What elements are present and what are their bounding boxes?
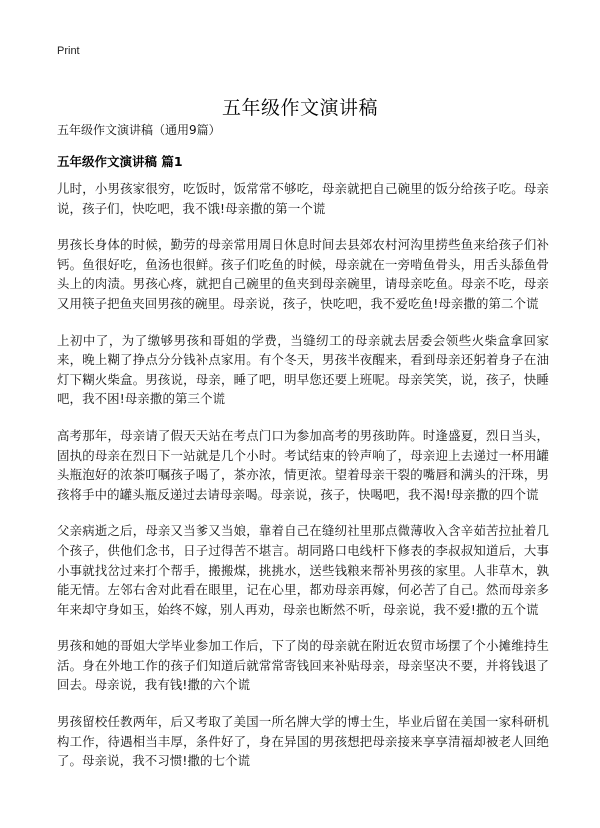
document-title: 五年级作文演讲稿 [221,96,378,119]
paragraph-4: 高考那年，母亲请了假天天站在考点门口为参加高考的男孩助阵。时逢盛夏，烈日当头，固执的母亲在烈日下一站就是几个小时。考试结束的铃声响了，母亲迎上去递过一杯用罐头瓶泡好的浓茶叮嘱孩子喝了，茶亦浓，情更浓。望着母亲干裂的嘴唇和满头的汗珠，男孩将手中的罐头瓶反递过去请母亲喝。母亲说，孩子，快喝吧，我不渴!母亲撒的四个谎 [57,427,549,502]
paragraph-1: 儿时，小男孩家很穷，吃饭时，饭常常不够吃，母亲就把自己碗里的饭分给孩子吃。母亲说，孩子们，快吃吧，我不饿!母亲撒的第一个谎 [57,181,549,216]
paragraph-5: 父亲病逝之后，母亲又当爹又当娘，靠着自己在缝纫社里那点微薄收入含辛茹苦拉扯着几个孩子，供他们念书，日子过得苦不堪言。胡同路口电线杆下修表的李叔叔知道后，大事小事就找岔过来打个帮手，搬搬煤，挑挑水，送些钱粮来帮补男孩的家里。人非草木，孰能无情。左邻右舍对此看在眼里，记在心里，都劝母亲再嫁，何必苦了自己。然而母亲多年来却守身如玉，始终不嫁，别人再劝，母亲也断然不听，母亲说，我不爱!撒的五个谎 [57,523,549,617]
paragraph-6: 男孩和她的哥姐大学毕业参加工作后，下了岗的母亲就在附近农贸市场摆了个小摊维持生活。身在外地工作的孩子们知道后就常常寄钱回来补贴母亲，母亲坚决不要，并将钱退了回去。母亲说，我有钱!撒的六个谎 [57,638,549,693]
paragraph-3: 上初中了，为了缴够男孩和哥姐的学费，当缝纫工的母亲就去居委会领些火柴盒拿回家来，晚上糊了挣点分分钱补点家用。有个冬天，男孩半夜醒来，看到母亲还躬着身子在油灯下糊火柴盒。男孩说，母亲，睡了吧，明早您还要上班呢。母亲笑笑，说，孩子，快睡吧，我不困!母亲撒的第三个谎 [57,332,549,407]
paragraph-7: 男孩留校任教两年，后又考取了美国一所名牌大学的博士生，毕业后留在美国一家科研机构工作，待遇相当丰厚，条件好了，身在异国的男孩想把母亲接来享享清福却被老人回绝了。母亲说，我不习惯!撒的七个谎 [57,714,549,769]
section-heading: 五年级作文演讲稿 篇1 [57,154,183,169]
article-body [57,179,549,788]
paragraph-2: 男孩长身体的时候，勤劳的母亲常用周日休息时间去县郊农村河沟里捞些鱼来给孩子们补钙。鱼很好吃，鱼汤也很鲜。孩子们吃鱼的时候，母亲就在一旁啃鱼骨头，用舌头舔鱼骨头上的肉渍。男孩心疼，就把自己碗里的鱼夹到母亲碗里，请母亲吃鱼。母亲不吃，母亲又用筷子把鱼夹回男孩的碗里。母亲说，孩子，快吃吧，我不爱吃鱼!母亲撒的第二个谎 [57,237,549,311]
print-label: Print [57,45,80,57]
document-subtitle: 五年级作文演讲稿（通用9篇） [57,123,221,137]
